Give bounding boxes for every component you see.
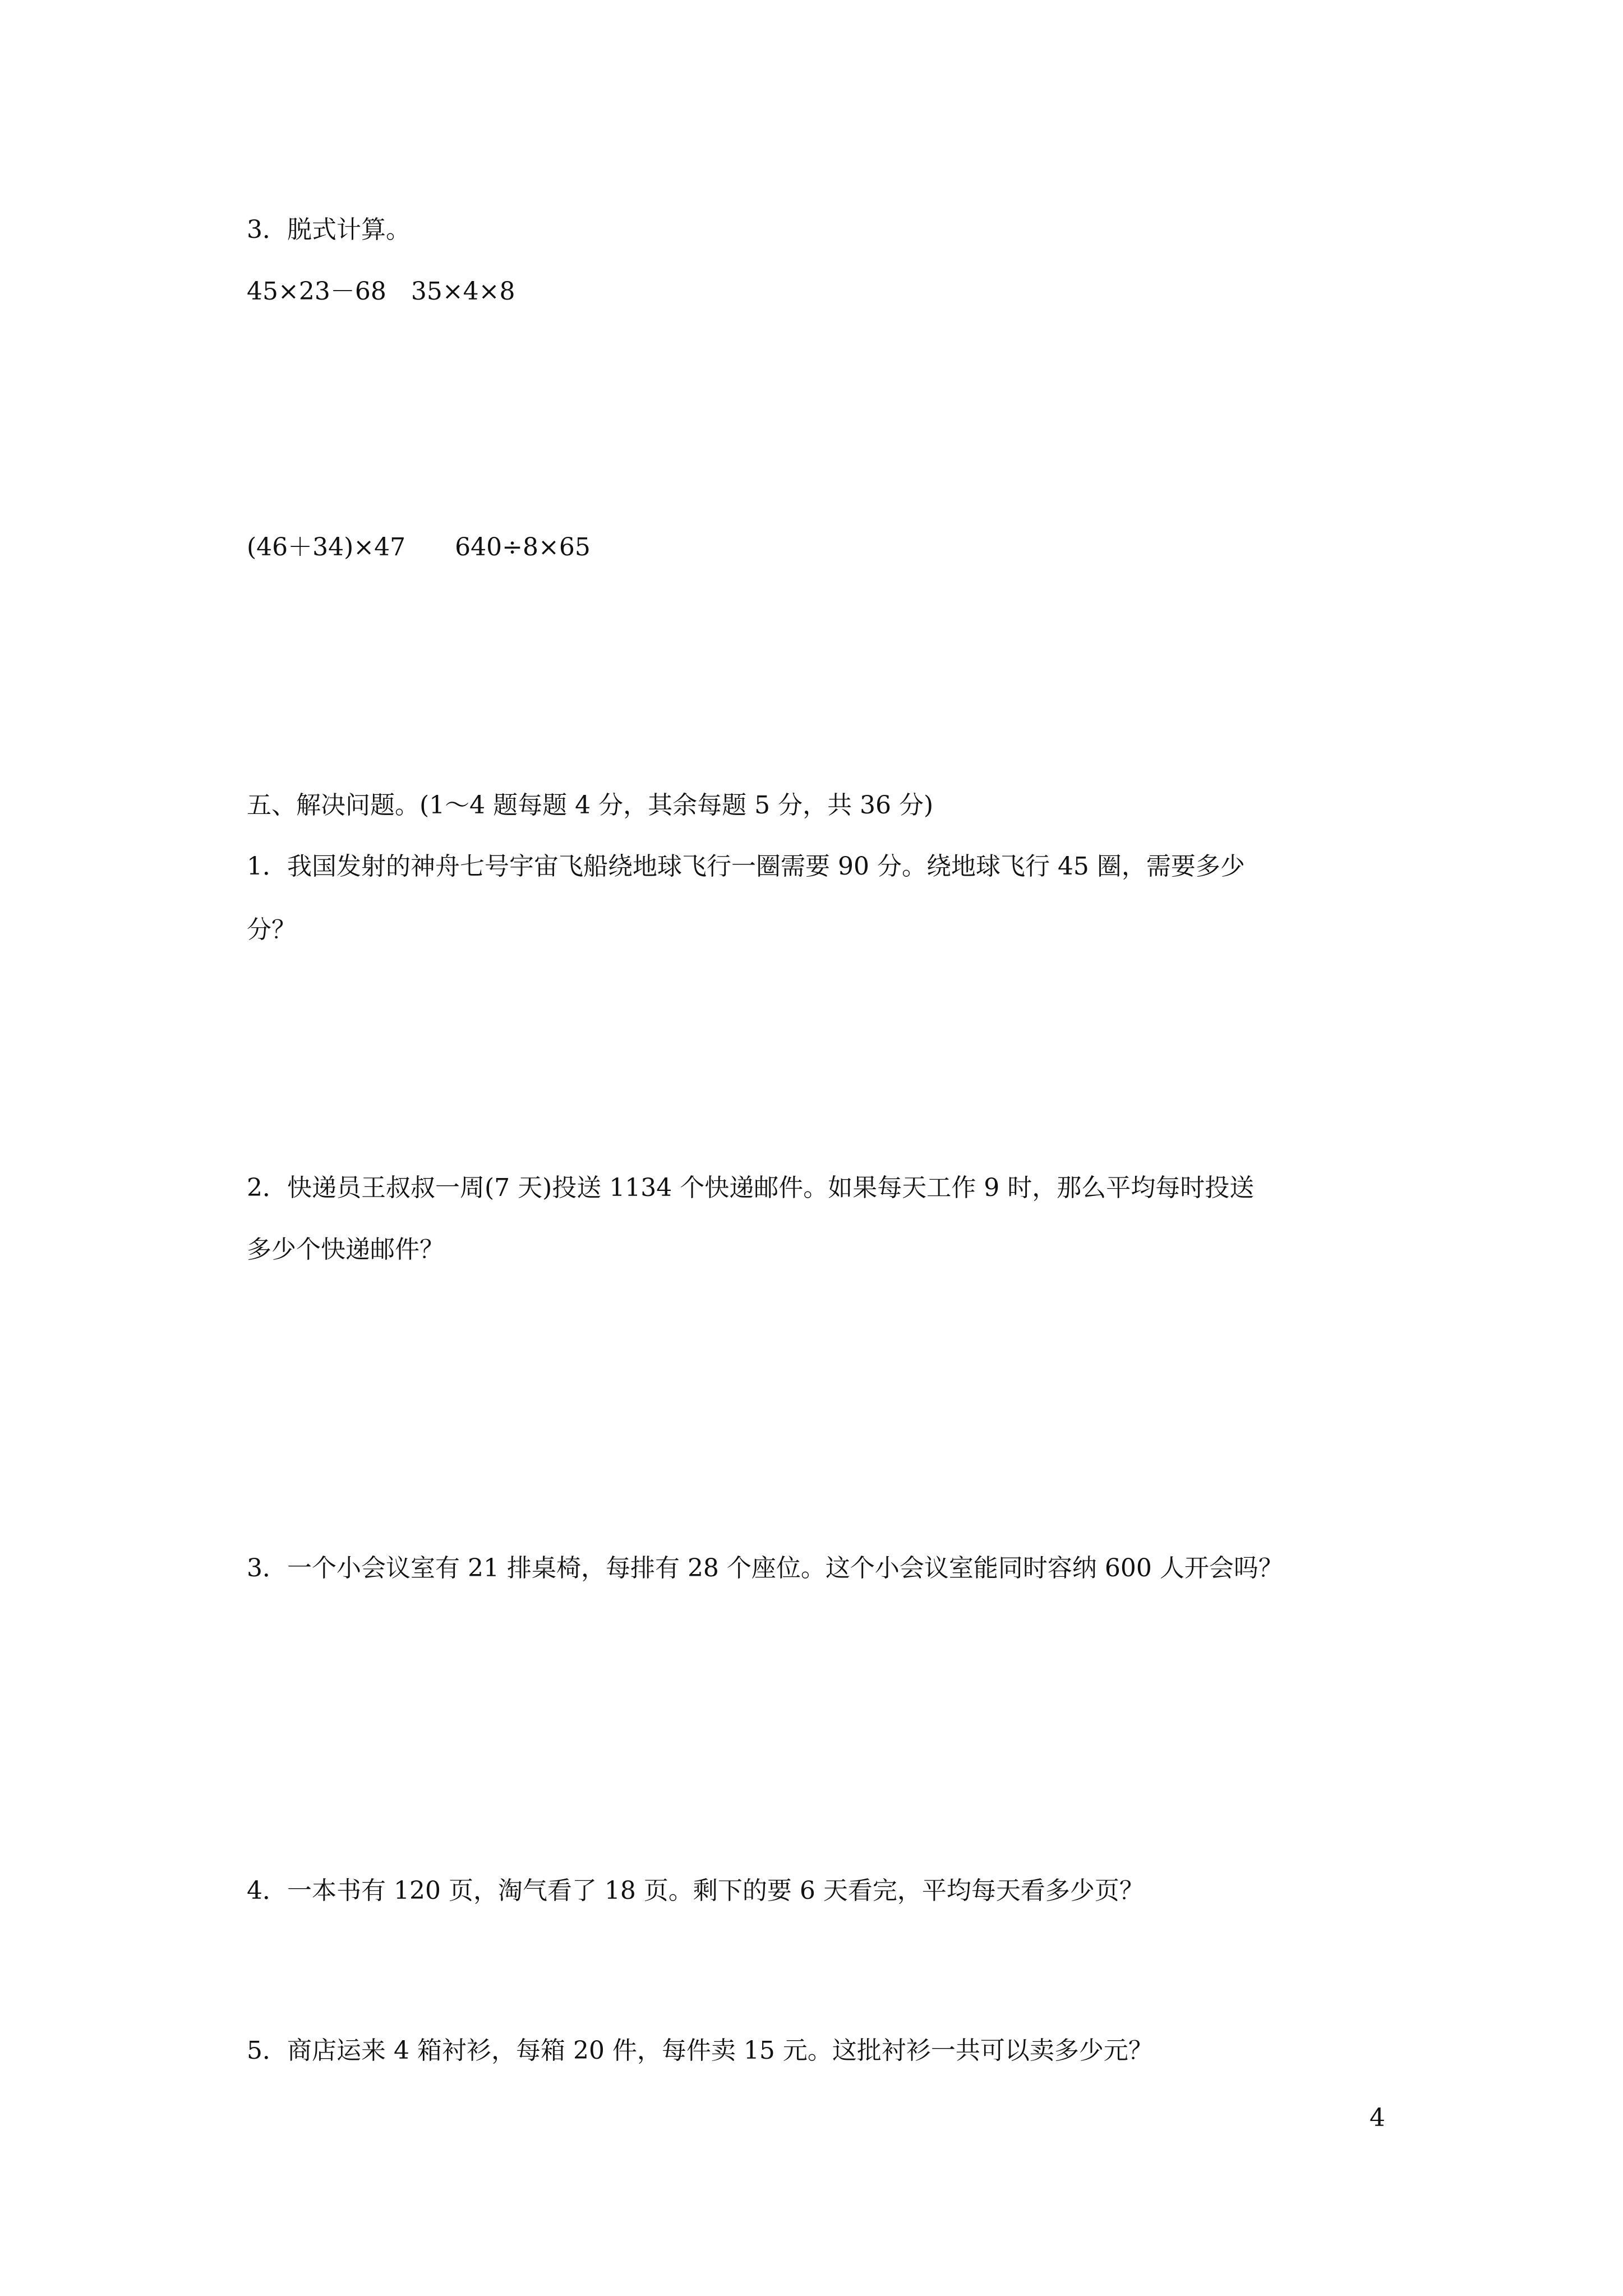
problem-1-line-1: 1．我国发射的神舟七号宇宙飞船绕地球飞行一圈需要 90 分。绕地球飞行 45 圈，需要多少 <box>247 852 1245 881</box>
problem-1-line-2: 分？ <box>247 915 296 944</box>
section-heading: 五、解决问题。(1～4 题每题 4 分，其余每题 5 分，共 36 分) <box>247 791 934 820</box>
calc-expression-row-2: (46＋34)×47 640÷8×65 <box>247 533 591 562</box>
problem-2-line-2: 多少个快递邮件？ <box>247 1235 444 1264</box>
problem-2-line-1: 2．快递员王叔叔一周(7 天)投送 1134 个快递邮件。如果每天工作 9 时，那么平均每时投送 <box>247 1174 1255 1202</box>
page-number: 4 <box>1370 2104 1385 2132</box>
problem-5: 5．商店运来 4 箱衬衫，每箱 20 件，每件卖 15 元。这批衬衫一共可以卖多少元？ <box>247 2036 1153 2065</box>
calc-item-title: 3．脱式计算。 <box>247 215 411 244</box>
calc-expression-row-1: 45×23－68 35×4×8 <box>247 277 515 306</box>
problem-4: 4．一本书有 120 页，淘气看了 18 页。剩下的要 6 天看完，平均每天看多少页？ <box>247 1876 1144 1905</box>
problem-3: 3．一个小会议室有 21 排桌椅，每排有 28 个座位。这个小会议室能同时容纳 600 人开会吗？ <box>247 1554 1283 1582</box>
